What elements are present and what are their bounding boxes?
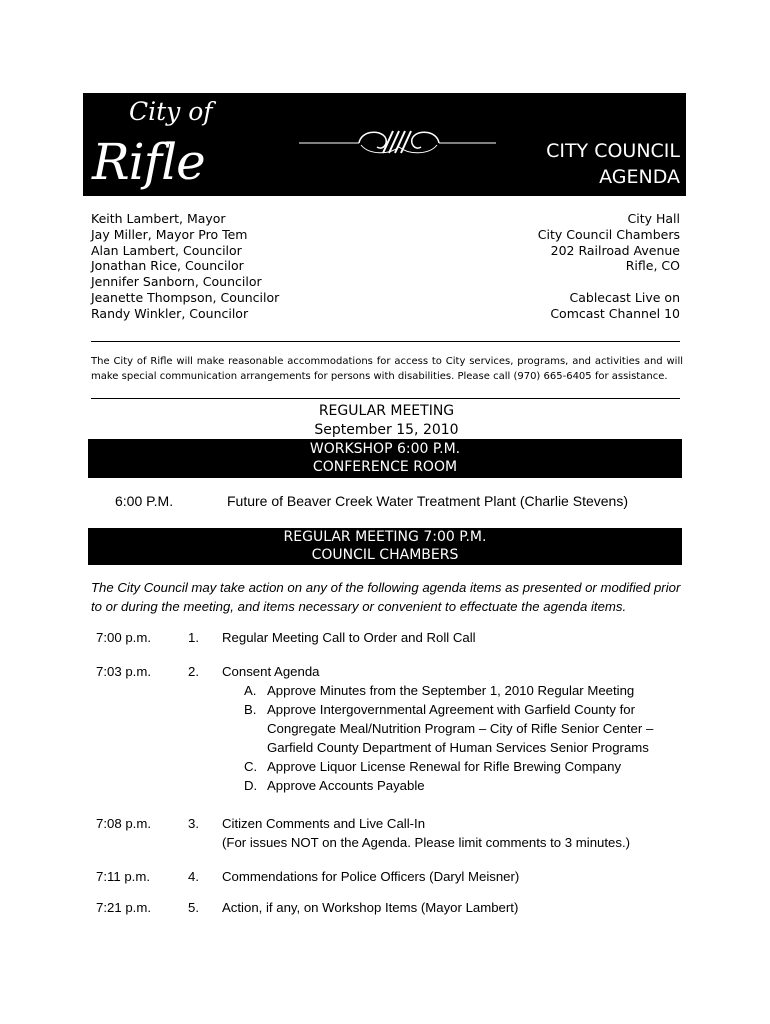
subitem-letter: C. bbox=[244, 759, 258, 774]
divider bbox=[91, 398, 680, 399]
location-block bbox=[538, 211, 680, 322]
meeting-type: REGULAR MEETING bbox=[318, 403, 455, 419]
agenda-title: Commendations for Police Officers (Daryl Meisner) bbox=[222, 869, 520, 884]
location-line: City Hall bbox=[627, 211, 680, 226]
location-line: Rifle, CO bbox=[625, 258, 680, 274]
agenda-number: 3. bbox=[188, 816, 199, 831]
header-banner bbox=[83, 93, 686, 196]
subitem-text: Approve Accounts Payable bbox=[267, 778, 425, 793]
agenda-disclaimer: The City Council may take action on any of the following agenda items as presented or modified prior to or during the meeting, and items necessary or convenient to effectuate the agenda items. bbox=[91, 580, 681, 614]
council-members-list bbox=[91, 211, 279, 322]
regular-meeting-banner: REGULAR MEETING 7:00 P.M. COUNCIL CHAMBERS bbox=[88, 528, 682, 565]
accessibility-notice: The City of Rifle will make reasonable accommodations for access to City services, programs, and activities and will make special communication arrangements for persons with disabilities. Please call (970) 665-6405 for assistance. bbox=[91, 356, 683, 382]
workshop-banner: WORKSHOP 6:00 P.M. CONFERENCE ROOM bbox=[88, 439, 682, 478]
agenda-note: (For issues NOT on the Agenda. Please limit comments to 3 minutes.) bbox=[222, 835, 631, 850]
agenda-time: 7:03 p.m. bbox=[96, 664, 151, 679]
workshop-topic: Future of Beaver Creek Water Treatment Plant (Charlie Stevens) bbox=[227, 493, 628, 509]
subitem-letter: A. bbox=[244, 683, 257, 698]
subitem-text: Garfield County Department of Human Services Senior Programs bbox=[267, 740, 649, 755]
divider bbox=[91, 341, 680, 342]
agenda-number: 4. bbox=[188, 869, 199, 884]
council-member: Jonathan Rice, Councilor bbox=[91, 258, 244, 274]
agenda-time: 7:00 p.m. bbox=[96, 630, 151, 645]
subitem-text: Approve Intergovernmental Agreement with Garfield County for bbox=[267, 702, 635, 717]
agenda-time: 7:08 p.m. bbox=[96, 816, 151, 831]
council-member: Keith Lambert, Mayor bbox=[91, 211, 226, 226]
subitem-text: Approve Minutes from the September 1, 2010 Regular Meeting bbox=[267, 683, 635, 698]
council-member: Randy Winkler, Councilor bbox=[91, 305, 249, 321]
agenda-number: 5. bbox=[188, 900, 199, 915]
council-member: Jay Miller, Mayor Pro Tem bbox=[91, 226, 248, 242]
agenda-title: Consent Agenda bbox=[222, 664, 320, 679]
subitem-letter: B. bbox=[244, 702, 257, 717]
workshop-time: 6:00 P.M. bbox=[115, 493, 174, 509]
broadcast-line: Cablecast Live on bbox=[569, 289, 680, 305]
document-title: CITY COUNCIL AGENDA bbox=[546, 140, 680, 188]
city-of-label: City of bbox=[129, 97, 213, 126]
flourish-ornament-icon bbox=[299, 121, 496, 161]
subitem-letter: D. bbox=[244, 778, 258, 793]
council-member: Jeanette Thompson, Councilor bbox=[91, 289, 280, 305]
subitem-text: Approve Liquor License Renewal for Rifle Brewing Company bbox=[267, 759, 622, 774]
agenda-time: 7:11 p.m. bbox=[96, 869, 150, 884]
council-member: Jennifer Sanborn, Councilor bbox=[91, 274, 262, 290]
agenda-time: 7:21 p.m. bbox=[96, 900, 151, 915]
city-name-logo: Rifle bbox=[92, 133, 205, 191]
agenda-number: 2. bbox=[188, 664, 199, 679]
subitem-text: Congregate Meal/Nutrition Program – City of Rifle Senior Center – bbox=[267, 721, 654, 736]
location-line: 202 Railroad Avenue bbox=[550, 242, 680, 258]
meeting-date: September 15, 2010 bbox=[314, 422, 459, 438]
agenda-title: Citizen Comments and Live Call-In bbox=[222, 816, 426, 831]
council-member: Alan Lambert, Councilor bbox=[91, 242, 242, 258]
location-line: City Council Chambers bbox=[537, 226, 680, 242]
agenda-title: Regular Meeting Call to Order and Roll Call bbox=[222, 630, 476, 645]
agenda-title: Action, if any, on Workshop Items (Mayor Lambert) bbox=[222, 900, 519, 915]
broadcast-line: Comcast Channel 10 bbox=[550, 305, 680, 321]
agenda-number: 1. bbox=[188, 630, 199, 645]
